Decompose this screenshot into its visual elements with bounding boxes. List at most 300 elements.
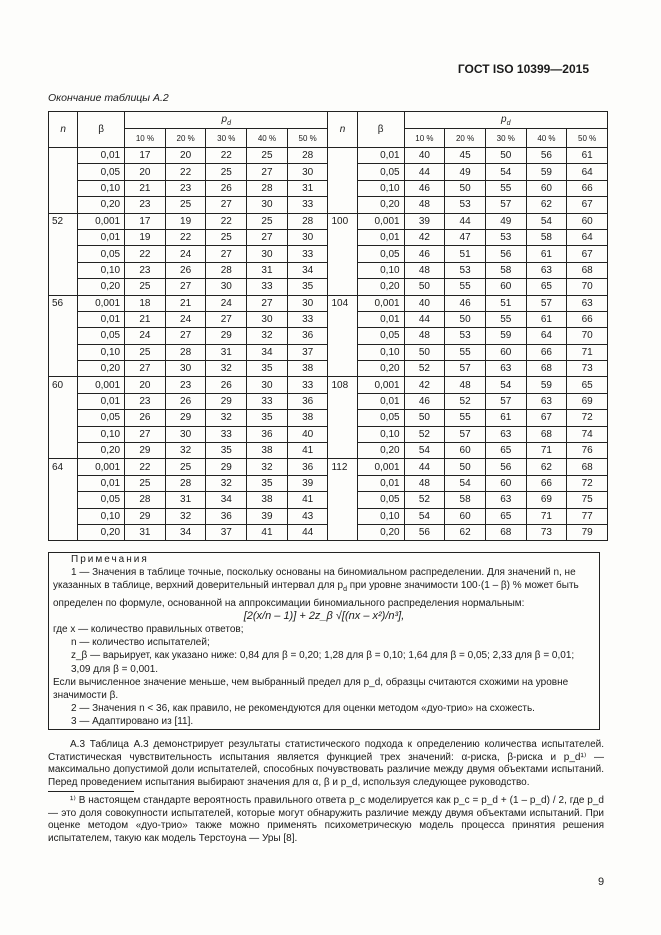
cell-value: 30 (206, 279, 247, 295)
cell-value: 31 (165, 492, 206, 508)
col-beta-left: β (78, 112, 125, 148)
cell-n (49, 410, 78, 426)
col-beta-right: β (357, 112, 404, 148)
cell-value: 48 (404, 475, 445, 491)
cell-n: 64 (49, 459, 78, 475)
cell-value: 29 (125, 508, 166, 524)
cell-value: 48 (404, 262, 445, 278)
cell-beta: 0,05 (78, 164, 125, 180)
cell-value: 30 (165, 426, 206, 442)
cell-value: 33 (206, 426, 247, 442)
cell-n (49, 229, 78, 245)
cell-value: 21 (125, 311, 166, 327)
cell-value: 48 (404, 197, 445, 213)
cell-value: 32 (247, 459, 288, 475)
cell-value: 54 (485, 377, 526, 393)
cell-value: 27 (125, 426, 166, 442)
cell-value: 55 (445, 344, 486, 360)
cell-beta: 0,001 (357, 377, 404, 393)
table-row (49, 213, 608, 229)
cell-value: 41 (287, 443, 328, 459)
cell-beta: 0,01 (78, 393, 125, 409)
cell-value: 24 (165, 246, 206, 262)
cell-value: 60 (445, 508, 486, 524)
cell-beta: 0,01 (78, 475, 125, 491)
cell-value: 59 (526, 164, 567, 180)
cell-value: 25 (247, 213, 288, 229)
cell-n (49, 262, 78, 278)
cell-value: 66 (526, 475, 567, 491)
cell-value: 67 (567, 197, 608, 213)
table-row (49, 393, 608, 409)
cell-value: 44 (404, 459, 445, 475)
col-n-right: n (328, 112, 357, 148)
cell-n: 56 (49, 295, 78, 311)
cell-value: 26 (125, 410, 166, 426)
cell-value: 32 (206, 410, 247, 426)
cell-value: 68 (526, 361, 567, 377)
table-row (49, 443, 608, 459)
cell-value: 50 (445, 459, 486, 475)
cell-beta: 0,20 (357, 524, 404, 540)
footnote: ¹⁾ В настоящем стандарте вероятность правильного ответа p_c моделируется как p_c = p_d + (1 – p_d) / 2, где p_d — это доля совокупности испытателей, которые могут обнаружить различие между двумя объектами испытаний. При оценке методом «дуо-трио» также можно применять психометрическую модель процесса принятия решения испытателем, такую как модель Терстоуна — Уры [8]. (48, 795, 604, 844)
cell-value: 53 (445, 328, 486, 344)
cell-value: 61 (567, 148, 608, 164)
cell-beta: 0,10 (78, 180, 125, 196)
cell-value: 52 (404, 492, 445, 508)
cell-beta: 0,05 (357, 410, 404, 426)
percent-header: 20 % (445, 129, 486, 148)
cell-value: 65 (485, 508, 526, 524)
table-row (49, 508, 608, 524)
cell-value: 43 (287, 508, 328, 524)
cell-beta: 0,20 (357, 443, 404, 459)
cell-value: 54 (404, 508, 445, 524)
cell-value: 35 (247, 361, 288, 377)
cell-beta: 0,01 (78, 311, 125, 327)
cell-value: 79 (567, 524, 608, 540)
cell-n (328, 524, 357, 540)
cell-value: 26 (165, 262, 206, 278)
cell-value: 19 (165, 213, 206, 229)
cell-beta: 0,05 (357, 246, 404, 262)
cell-value: 29 (206, 459, 247, 475)
cell-value: 44 (445, 213, 486, 229)
table-row (49, 426, 608, 442)
cell-value: 60 (485, 475, 526, 491)
cell-value: 21 (165, 295, 206, 311)
cell-n: 104 (328, 295, 357, 311)
cell-value: 57 (485, 393, 526, 409)
cell-value: 21 (125, 180, 166, 196)
cell-value: 67 (567, 246, 608, 262)
cell-value: 57 (445, 361, 486, 377)
cell-value: 22 (125, 459, 166, 475)
cell-beta: 0,05 (78, 328, 125, 344)
cell-value: 61 (485, 410, 526, 426)
cell-value: 38 (287, 361, 328, 377)
table-row (49, 524, 608, 540)
cell-beta: 0,001 (357, 213, 404, 229)
cell-value: 34 (287, 262, 328, 278)
cell-value: 32 (206, 475, 247, 491)
cell-value: 25 (206, 229, 247, 245)
cell-n (328, 229, 357, 245)
cell-n (49, 475, 78, 491)
cell-beta: 0,01 (357, 148, 404, 164)
cell-n (328, 197, 357, 213)
cell-value: 28 (247, 180, 288, 196)
cell-value: 60 (485, 279, 526, 295)
percent-header: 30 % (206, 129, 247, 148)
cell-value: 50 (404, 344, 445, 360)
cell-value: 38 (287, 410, 328, 426)
cell-value: 23 (165, 180, 206, 196)
cell-value: 75 (567, 492, 608, 508)
cell-value: 68 (485, 524, 526, 540)
cell-n (328, 443, 357, 459)
cell-value: 31 (287, 180, 328, 196)
cell-n (328, 361, 357, 377)
cell-beta: 0,05 (357, 328, 404, 344)
cell-value: 60 (526, 180, 567, 196)
cell-beta: 0,10 (357, 344, 404, 360)
cell-value: 28 (165, 344, 206, 360)
cell-beta: 0,001 (78, 459, 125, 475)
percent-header: 40 % (247, 129, 288, 148)
cell-beta: 0,10 (78, 508, 125, 524)
cell-value: 63 (526, 393, 567, 409)
cell-value: 66 (526, 344, 567, 360)
formula: [2(x/n – 1)] + 2z_β √[(nx – x²)/n³], (243, 609, 405, 622)
cell-value: 36 (287, 459, 328, 475)
cell-value: 31 (125, 524, 166, 540)
cell-value: 33 (287, 311, 328, 327)
cell-value: 27 (165, 279, 206, 295)
cell-value: 72 (567, 475, 608, 491)
cell-n (328, 262, 357, 278)
cell-beta: 0,05 (78, 492, 125, 508)
table-row (49, 459, 608, 475)
cell-value: 26 (206, 377, 247, 393)
cell-value: 47 (445, 229, 486, 245)
cell-value: 17 (125, 148, 166, 164)
table-row (49, 229, 608, 245)
cell-value: 61 (526, 246, 567, 262)
cell-value: 35 (247, 410, 288, 426)
footnote-rule (48, 791, 134, 792)
data-table (48, 111, 608, 541)
cell-value: 73 (526, 524, 567, 540)
cell-value: 30 (247, 246, 288, 262)
table-row (49, 295, 608, 311)
standard-header: ГОСТ ISO 10399—2015 (457, 62, 589, 76)
cell-value: 46 (404, 180, 445, 196)
cell-value: 32 (206, 361, 247, 377)
cell-value: 54 (404, 443, 445, 459)
cell-value: 55 (485, 180, 526, 196)
cell-beta: 0,20 (357, 361, 404, 377)
cell-value: 30 (165, 361, 206, 377)
cell-value: 20 (125, 164, 166, 180)
cell-n: 100 (328, 213, 357, 229)
cell-beta: 0,001 (78, 295, 125, 311)
col-n-left: n (49, 112, 78, 148)
table-row (49, 311, 608, 327)
cell-n: 112 (328, 459, 357, 475)
cell-beta: 0,001 (78, 377, 125, 393)
percent-header: 50 % (567, 129, 608, 148)
cell-value: 28 (206, 262, 247, 278)
cell-value: 33 (287, 377, 328, 393)
cell-n (49, 492, 78, 508)
cell-n (328, 475, 357, 491)
cell-value: 20 (165, 148, 206, 164)
cell-value: 37 (206, 524, 247, 540)
percent-header: 10 % (404, 129, 445, 148)
cell-value: 35 (247, 475, 288, 491)
cell-value: 27 (165, 328, 206, 344)
cell-beta: 0,001 (357, 459, 404, 475)
cell-value: 33 (287, 246, 328, 262)
cell-beta: 0,20 (357, 279, 404, 295)
cell-value: 56 (485, 246, 526, 262)
cell-n (49, 426, 78, 442)
percent-header: 10 % (125, 129, 166, 148)
cell-value: 57 (445, 426, 486, 442)
cell-value: 68 (567, 262, 608, 278)
cell-value: 28 (287, 148, 328, 164)
where-x: где x — количество правильных ответов; (53, 624, 244, 636)
table-row (49, 377, 608, 393)
cell-n (49, 197, 78, 213)
page-number: 9 (598, 876, 605, 888)
cell-value: 66 (567, 180, 608, 196)
cell-value: 27 (206, 311, 247, 327)
cell-beta: 0,05 (78, 246, 125, 262)
cell-value: 46 (404, 393, 445, 409)
cell-value: 62 (526, 459, 567, 475)
table-row (49, 492, 608, 508)
cell-value: 64 (567, 164, 608, 180)
cell-value: 19 (125, 229, 166, 245)
cell-n (328, 246, 357, 262)
table-row (49, 475, 608, 491)
cell-value: 30 (247, 377, 288, 393)
cell-n (328, 426, 357, 442)
cell-value: 36 (206, 508, 247, 524)
cell-value: 51 (445, 246, 486, 262)
cell-beta: 0,10 (357, 262, 404, 278)
cell-value: 44 (404, 311, 445, 327)
cell-value: 58 (526, 229, 567, 245)
cell-value: 62 (445, 524, 486, 540)
cell-value: 61 (526, 311, 567, 327)
cell-value: 23 (165, 377, 206, 393)
cell-value: 25 (206, 164, 247, 180)
cell-value: 44 (287, 524, 328, 540)
col-pd-right: $p_d$ (404, 112, 607, 129)
cell-value: 25 (125, 475, 166, 491)
cell-value: 38 (247, 443, 288, 459)
cell-value: 65 (567, 377, 608, 393)
cell-value: 35 (206, 443, 247, 459)
cell-value: 31 (247, 262, 288, 278)
cell-beta: 0,10 (357, 508, 404, 524)
cell-beta: 0,01 (357, 311, 404, 327)
cell-n (49, 393, 78, 409)
cell-value: 37 (287, 344, 328, 360)
table-row (49, 180, 608, 196)
cell-value: 40 (404, 295, 445, 311)
cell-value: 33 (247, 393, 288, 409)
cell-value: 63 (526, 262, 567, 278)
table-row (49, 197, 608, 213)
cell-value: 36 (287, 393, 328, 409)
cell-value: 59 (526, 377, 567, 393)
cell-beta: 0,01 (357, 475, 404, 491)
cell-value: 35 (287, 279, 328, 295)
table-row (49, 328, 608, 344)
cell-n (49, 246, 78, 262)
cell-value: 41 (247, 524, 288, 540)
table-row (49, 246, 608, 262)
cell-value: 30 (287, 295, 328, 311)
cell-beta: 0,01 (357, 393, 404, 409)
table-row (49, 361, 608, 377)
cell-value: 42 (404, 229, 445, 245)
cell-value: 50 (445, 180, 486, 196)
cell-value: 64 (526, 328, 567, 344)
table-row (49, 164, 608, 180)
cell-value: 63 (567, 295, 608, 311)
cell-value: 22 (165, 229, 206, 245)
cell-value: 25 (125, 279, 166, 295)
cell-value: 54 (526, 213, 567, 229)
cell-value: 50 (485, 148, 526, 164)
percent-header: 50 % (287, 129, 328, 148)
cell-value: 25 (247, 148, 288, 164)
cell-value: 29 (165, 410, 206, 426)
cell-value: 68 (526, 426, 567, 442)
cell-value: 23 (125, 197, 166, 213)
cell-value: 69 (567, 393, 608, 409)
cell-value: 24 (125, 328, 166, 344)
cell-beta: 0,10 (78, 344, 125, 360)
table-row (49, 148, 608, 164)
table-caption: Окончание таблицы А.2 (48, 92, 169, 104)
cell-n (49, 180, 78, 196)
cell-value: 54 (485, 164, 526, 180)
cell-value: 63 (485, 492, 526, 508)
cell-value: 45 (445, 148, 486, 164)
cell-beta: 0,20 (78, 279, 125, 295)
cell-beta: 0,20 (357, 197, 404, 213)
cell-value: 48 (445, 377, 486, 393)
cell-value: 59 (485, 328, 526, 344)
cell-value: 29 (125, 443, 166, 459)
cell-value: 73 (567, 361, 608, 377)
cell-n (328, 279, 357, 295)
cell-value: 62 (526, 197, 567, 213)
cell-beta: 0,10 (357, 426, 404, 442)
cell-n (49, 524, 78, 540)
cell-n (328, 180, 357, 196)
cell-value: 71 (526, 443, 567, 459)
cell-value: 33 (247, 279, 288, 295)
cell-n (49, 443, 78, 459)
cell-n (328, 393, 357, 409)
cell-value: 36 (287, 328, 328, 344)
cell-value: 65 (526, 279, 567, 295)
cell-n (328, 410, 357, 426)
cell-value: 63 (485, 426, 526, 442)
cell-beta: 0,05 (78, 410, 125, 426)
cell-value: 77 (567, 508, 608, 524)
cell-value: 27 (125, 361, 166, 377)
cell-value: 46 (404, 246, 445, 262)
cell-value: 64 (567, 229, 608, 245)
cell-value: 32 (165, 443, 206, 459)
cell-n (49, 328, 78, 344)
note-1: 1 — Значения в таблице точные, поскольку основаны на биномиальном распределении. Для значений n, не указанных в таблице, верхний доверительный интервал для $p_d$ при уровне значимости 100·(1 – β) % может быть определен по формуле, основанной на аппроксимации биномиального распределения нормальным: (53, 567, 579, 609)
cell-beta: 0,001 (357, 295, 404, 311)
cell-value: 38 (247, 492, 288, 508)
cell-value: 39 (247, 508, 288, 524)
cell-n (49, 508, 78, 524)
cell-value: 27 (206, 246, 247, 262)
cell-value: 39 (404, 213, 445, 229)
cell-value: 33 (287, 197, 328, 213)
cell-n (49, 279, 78, 295)
cell-value: 23 (125, 393, 166, 409)
cell-beta: 0,20 (78, 361, 125, 377)
cell-value: 50 (404, 410, 445, 426)
cell-n (49, 361, 78, 377)
cell-value: 56 (526, 148, 567, 164)
cell-n: 60 (49, 377, 78, 393)
cell-value: 76 (567, 443, 608, 459)
cell-value: 50 (445, 311, 486, 327)
table-row (49, 262, 608, 278)
cell-value: 67 (526, 410, 567, 426)
cell-value: 24 (165, 311, 206, 327)
cell-value: 29 (206, 328, 247, 344)
cell-n (328, 492, 357, 508)
cell-beta: 0,20 (78, 197, 125, 213)
cell-value: 30 (287, 164, 328, 180)
cell-beta: 0,05 (357, 492, 404, 508)
cell-beta: 0,20 (78, 524, 125, 540)
cell-value: 55 (445, 279, 486, 295)
cell-n (49, 164, 78, 180)
cell-value: 27 (247, 229, 288, 245)
cell-value: 22 (206, 213, 247, 229)
cell-value: 36 (247, 426, 288, 442)
cell-value: 31 (206, 344, 247, 360)
cell-n (49, 344, 78, 360)
cell-value: 60 (567, 213, 608, 229)
cell-value: 29 (206, 393, 247, 409)
cell-value: 41 (287, 492, 328, 508)
table-notes (48, 552, 600, 730)
cell-value: 57 (526, 295, 567, 311)
percent-header: 30 % (485, 129, 526, 148)
cell-beta: 0,05 (357, 164, 404, 180)
cell-beta: 0,20 (78, 443, 125, 459)
cell-value: 52 (404, 426, 445, 442)
table-row (49, 279, 608, 295)
